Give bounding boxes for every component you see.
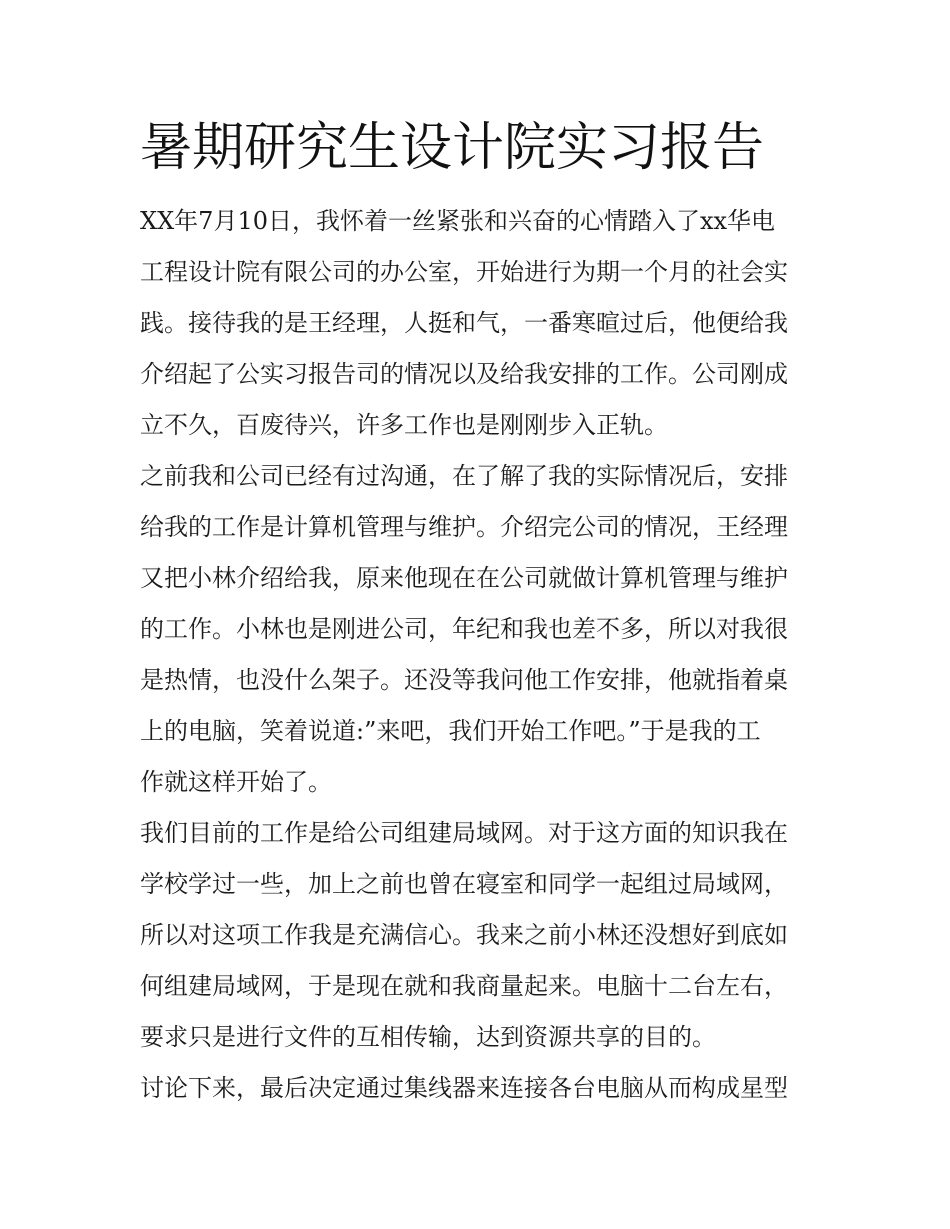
text-line: 要求只是进行文件的互相传输，达到资源共享的目的。 xyxy=(140,1023,716,1051)
text-line: 践。接待我的是王经理，人挺和气，一番寒暄过后，他便给我 xyxy=(140,309,788,337)
text-line: 的工作。小林也是刚进公司，年纪和我也差不多，所以对我很 xyxy=(140,615,788,643)
text-line: 之前我和公司已经有过沟通，在了解了我的实际情况后，安排 xyxy=(140,462,788,490)
text-line: 给我的工作是计算机管理与维护。介绍完公司的情况，王经理 xyxy=(140,513,788,541)
text-line: 又把小林介绍给我，原来他现在在公司就做计算机管理与维护 xyxy=(140,564,788,592)
document-title: 暑期研究生设计院实习报告 xyxy=(140,118,765,178)
text-line: 是热情，也没什么架子。还没等我问他工作安排，他就指着桌 xyxy=(140,666,788,694)
document-body xyxy=(140,196,830,1114)
text-line: 工程设计院有限公司的办公室，开始进行为期一个月的社会实 xyxy=(140,258,788,286)
text-line: 讨论下来，最后决定通过集线器来连接各台电脑从而构成星型 xyxy=(140,1074,788,1102)
text-line: XX年7月10日，我怀着一丝紧张和兴奋的心情踏入了xx华电 xyxy=(140,207,776,235)
text-line: 所以对这项工作我是充满信心。我来之前小林还没想好到底如 xyxy=(140,921,788,949)
text-line: 我们目前的工作是给公司组建局域网。对于这方面的知识我在 xyxy=(140,819,788,847)
text-line: 学校学过一些，加上之前也曾在寝室和同学一起组过局域网， xyxy=(140,870,788,898)
text-line: 上的电脑，笑着说道:”来吧，我们开始工作吧。”于是我的工 xyxy=(140,717,761,745)
text-line: 立不久，百废待兴，许多工作也是刚刚步入正轨。 xyxy=(140,411,668,439)
text-line: 作就这样开始了。 xyxy=(140,768,332,796)
text-line: 何组建局域网，于是现在就和我商量起来。电脑十二台左右， xyxy=(140,972,788,1000)
text-line: 介绍起了公实习报告司的情况以及给我安排的工作。公司刚成 xyxy=(140,360,788,388)
